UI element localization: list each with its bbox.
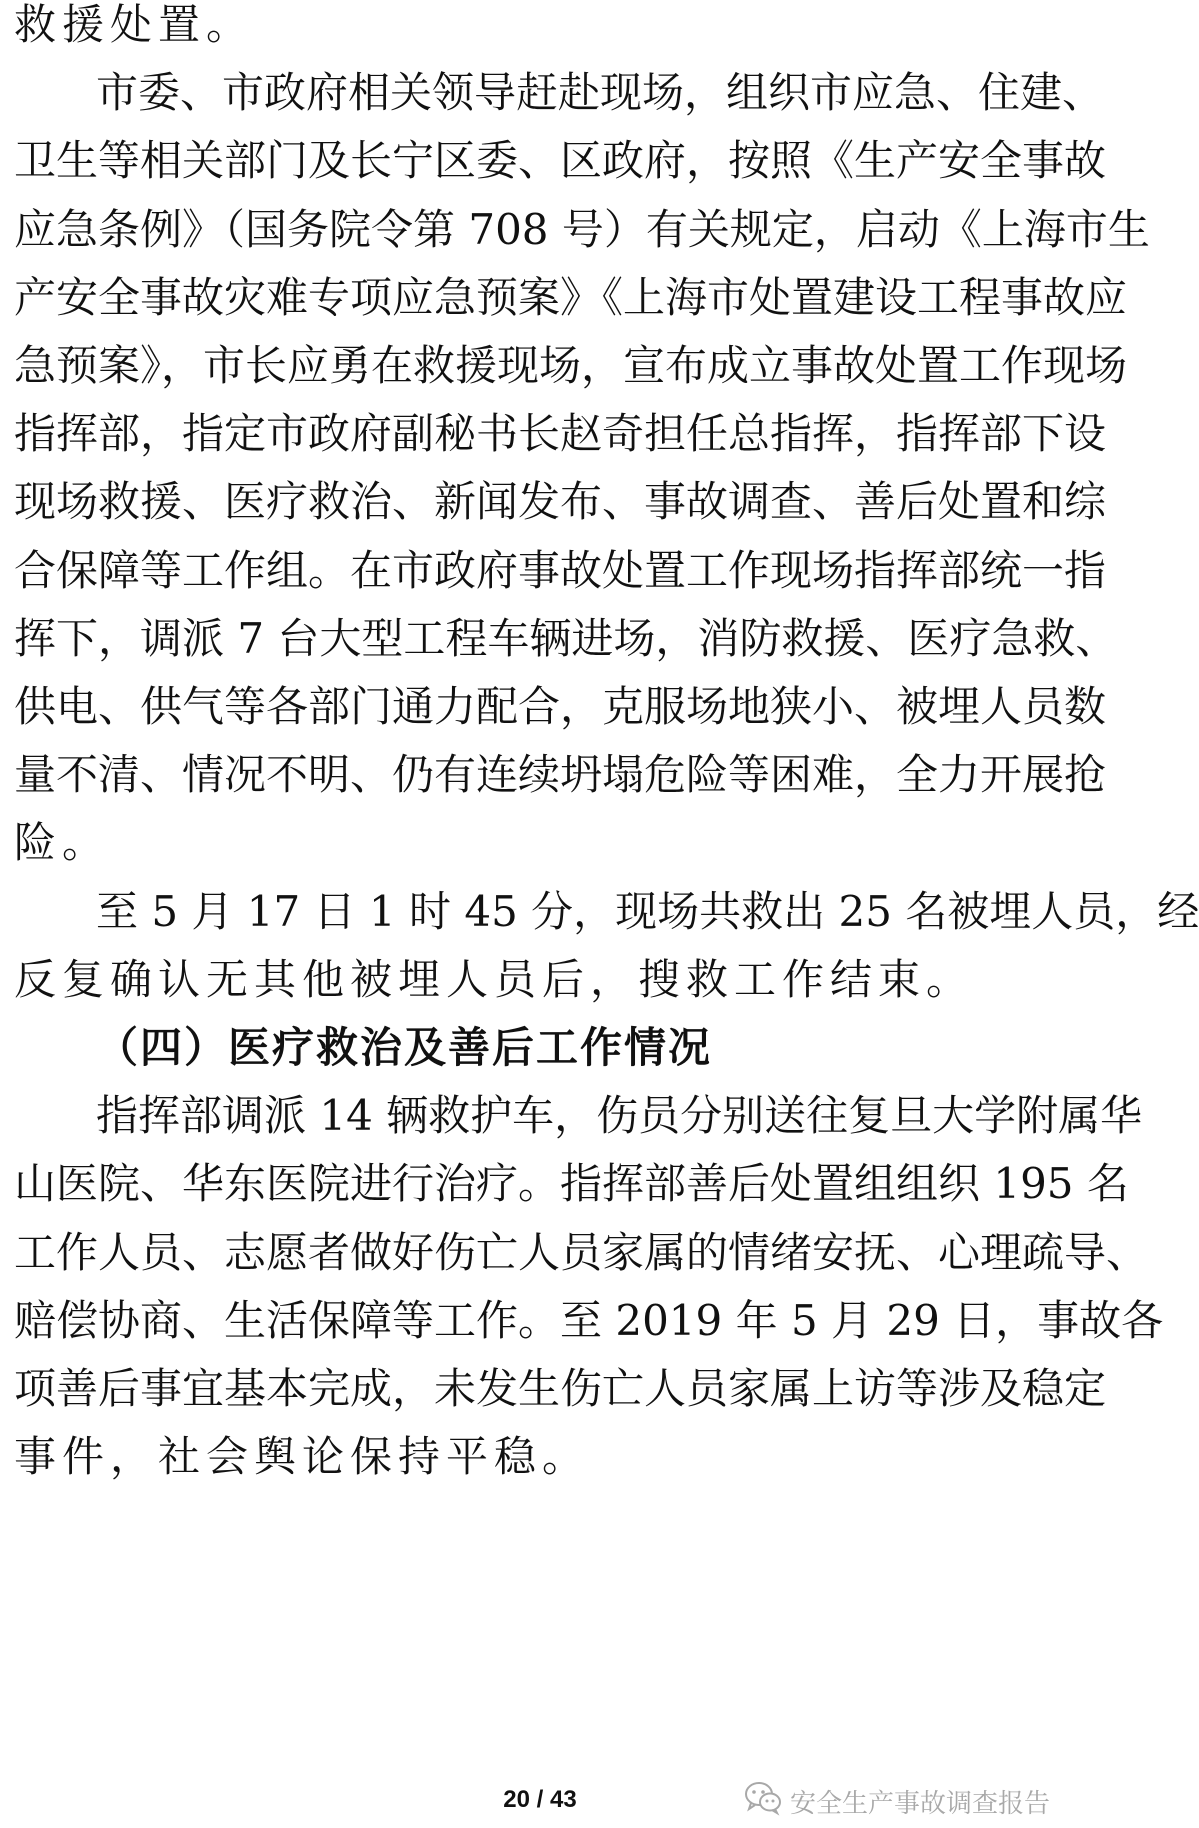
text-line: 事件，社会舆论保持平稳。 bbox=[14, 1432, 591, 1481]
text-line: 赔偿协商、生活保障等工作。至 2019 年 5 月 29 日，事故各 bbox=[14, 1296, 1164, 1345]
watermark-text: 安全生产事故调查报告 bbox=[789, 1789, 1050, 1819]
paragraph-first-line: 市委、市政府相关领导赶赴现场，组织市应急、住建、 bbox=[96, 68, 1105, 117]
section-heading: （四）医疗救治及善后工作情况 bbox=[96, 1023, 713, 1072]
text-line: 卫生等相关部门及长宁区委、区政府，按照《生产安全事故 bbox=[14, 136, 1107, 185]
text-line: 险。 bbox=[14, 818, 111, 867]
text-line: 反复确认无其他被埋人员后，搜救工作结束。 bbox=[14, 955, 975, 1004]
text-line: 工作人员、志愿者做好伤亡人员家属的情绪安抚、心理疏导、 bbox=[14, 1228, 1149, 1277]
watermark bbox=[744, 1781, 1050, 1822]
paragraph-first-line: 至 5 月 17 日 1 时 45 分，现场共救出 25 名被埋人员，经 bbox=[96, 887, 1199, 936]
wechat-icon bbox=[744, 1781, 782, 1822]
text-line: 现场救援、医疗救治、新闻发布、事故调查、善后处置和综 bbox=[14, 477, 1107, 526]
text-line: 急预案》，市长应勇在救援现场，宣布成立事故处置工作现场 bbox=[14, 341, 1128, 390]
text-line: 产安全事故灾难专项应急预案》《上海市处置建设工程事故应 bbox=[14, 273, 1128, 322]
text-line: 合保障等工作组。在市政府事故处置工作现场指挥部统一指 bbox=[14, 546, 1107, 595]
text-line: 救援处置。 bbox=[14, 0, 255, 49]
text-line: 项善后事宜基本完成，未发生伤亡人员家属上访等涉及稳定 bbox=[14, 1364, 1107, 1413]
text-line: 挥下，调派 7 台大型工程车辆进场，消防救援、医疗急救、 bbox=[14, 614, 1118, 663]
text-line: 山医院、华东医院进行治疗。指挥部善后处置组组织 195 名 bbox=[14, 1159, 1129, 1208]
paragraph-first-line: 指挥部调派 14 辆救护车，伤员分别送往复旦大学附属华 bbox=[96, 1091, 1143, 1140]
page-number: 20 / 43 bbox=[503, 1786, 577, 1813]
text-line: 供电、供气等各部门通力配合，克服场地狭小、被埋人员数 bbox=[14, 682, 1107, 731]
text-line: 量不清、情况不明、仍有连续坍塌危险等困难，全力开展抢 bbox=[14, 750, 1107, 799]
text-line: 应急条例》（国务院令第 708 号）有关规定，启动《上海市生 bbox=[14, 205, 1150, 254]
text-line: 指挥部，指定市政府副秘书长赵奇担任总指挥，指挥部下设 bbox=[14, 409, 1107, 458]
